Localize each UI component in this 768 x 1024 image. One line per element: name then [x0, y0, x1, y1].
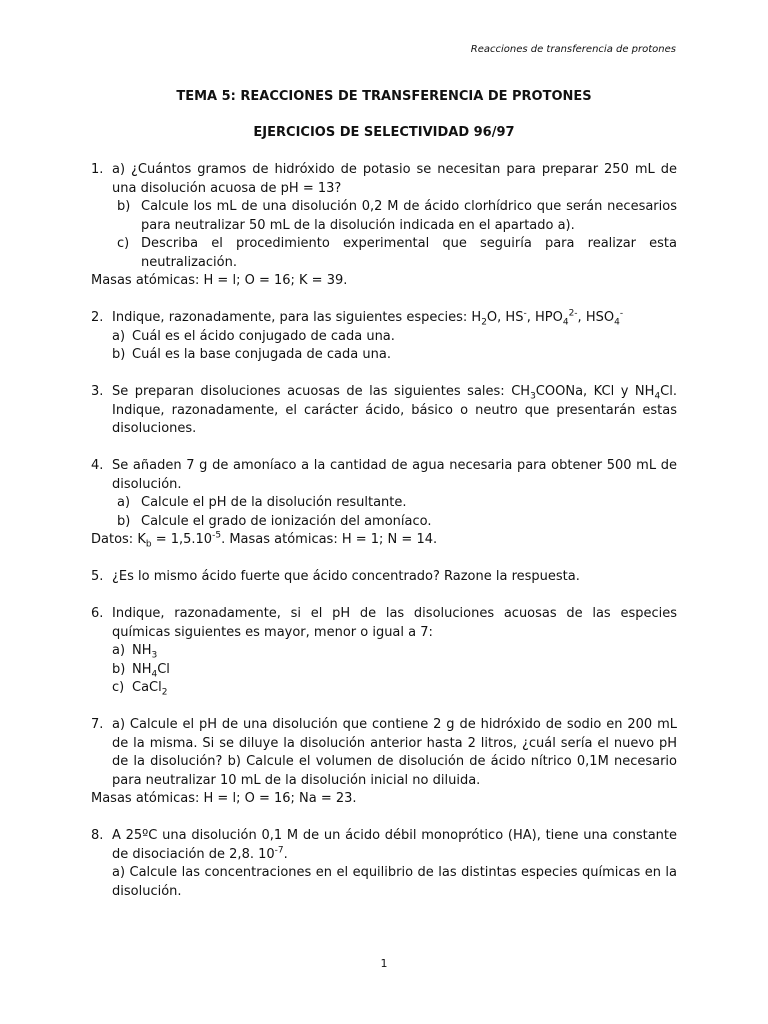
page-number: 1 [380, 957, 388, 970]
exercise-2-a: a) Cuál es el ácido conjugado de cada una. [112, 328, 395, 344]
exercise-7: 7. a) Calcule el pH de una disolución que contiene 2 g de hidróxido de sodio en 200 mL de la misma. Si se diluye la disolución anterior hasta 2 litros, ¿cuál sería el nuevo pH de la disolución? b) Calcule el volumen de disolución de ácido nítrico 0,1M necesario para neutralizar 10 mL de la disolución inicial no diluida. [91, 717, 677, 788]
exercise-2: 2. Indique, razonadamente, para las siguientes especies: $H_2O$, HS-, $HPO_4^{2-}$, $HSO_4^-$ [91, 308, 624, 328]
exercise-6-c: c) CaCl$_2$ [112, 680, 168, 698]
document-title: TEMA 5: REACCIONES DE TRANSFERENCIA DE PROTONES [176, 89, 592, 104]
exercise-6-b: b) $NH_4Cl$ [112, 661, 170, 680]
exercise-4-data: Datos: $K_b = 1,5.10^{-5}$. Masas atómicas: H = 1; N = 14. [91, 530, 438, 550]
exercise-5: 5. ¿Es lo mismo ácido fuerte que ácido concentrado? Razone la respuesta. [91, 569, 580, 584]
exercise-3: 3. Se preparan disoluciones acuosas de las siguientes sales: $CH_3COONa$, KCl y $NH_4Cl$. Indique, razonadamente, el carácter ácido, básico o neutro que presentarán estas disoluciones. [91, 384, 677, 436]
exercise-4: 4. Se añaden 7 g de amoníaco a la cantidad de agua necesaria para obtener 500 mL de disolución. [91, 458, 677, 492]
exercise-1-masses: Masas atómicas: H = l; O = 16; K = 39. [91, 273, 348, 288]
exercise-8-a: a) Calcule las concentraciones en el equilibrio de las distintas especies químicas en la disolución. [112, 865, 677, 899]
document-subtitle: EJERCICIOS DE SELECTIVIDAD 96/97 [253, 125, 515, 140]
running-header: Reacciones de transferencia de protones [470, 44, 676, 55]
exercise-1 [91, 161, 677, 198]
exercise-4-a: a) Calcule el pH de la disolución resultante. [117, 495, 407, 510]
exercise-6-a: a) $NH_3$ [112, 643, 158, 661]
exercise-1-a: a) ¿Cuántos gramos de hidróxido de potasio se necesitan para preparar 250 mL de una disolución acuosa de pH = 13? [112, 162, 677, 196]
exercise-4-b: b) Calcule el grado de ionización del amoníaco. [117, 513, 432, 529]
exercise-number: 1. [91, 162, 104, 177]
exercise-1-c: c) Describa el procedimiento experimental que seguiría para realizar esta neutralización. [117, 236, 677, 270]
exercise-list [91, 161, 677, 901]
exercise-8: 8. A 25ºC una disolución 0,1 M de un ácido débil monoprótico (HA), tiene una constante de disociación de 2,8. $10^{-7}$. [91, 828, 677, 862]
exercise-2-b: b) Cuál es la base conjugada de cada una. [112, 347, 391, 362]
exercise-6: 6. Indique, razonadamente, si el pH de las disoluciones acuosas de las especies químicas siguientes es mayor, menor o igual a 7: [91, 606, 677, 640]
exercise-7-masses: Masas atómicas: H = l; O = 16; Na = 23. [91, 791, 357, 806]
exercise-1-b: b) Calcule los mL de una disolución 0,2 M de ácido clorhídrico que serán necesarios para neutralizar 50 mL de la disolución indicada en el apartado a). [117, 199, 677, 233]
